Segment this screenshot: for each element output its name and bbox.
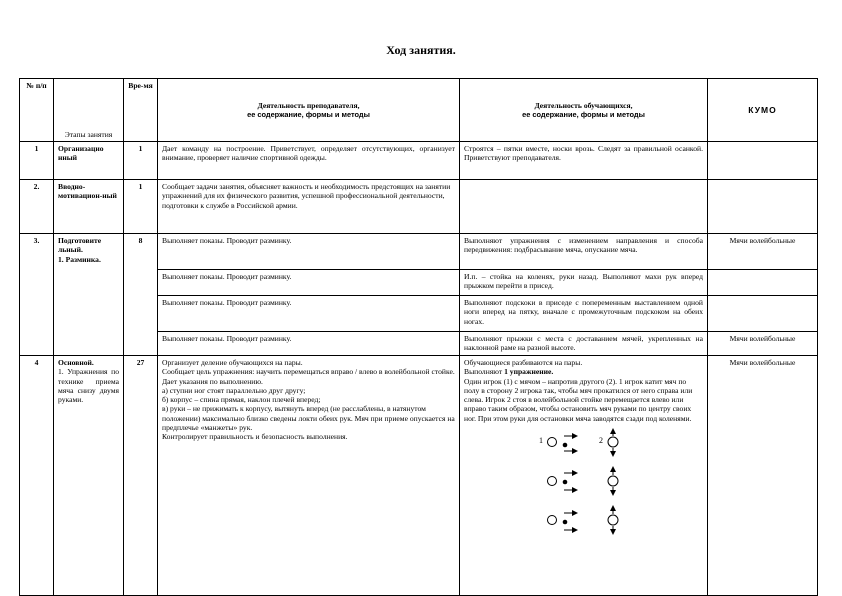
row-teacher xyxy=(158,356,460,596)
header-teacher xyxy=(158,79,460,142)
row-kumo: Мячи волейбольные xyxy=(708,234,818,270)
stage-subtitle: 1. Упражнения по технике приема мяча снизу двумя руками. xyxy=(58,367,119,404)
header-teacher-line2: ее содержание, формы и методы xyxy=(247,110,370,120)
teacher-line: а) ступни ног стоят параллельно друг другу; xyxy=(162,385,306,395)
exercise-diagram xyxy=(464,423,703,543)
students-prefix: Выполняют xyxy=(464,367,505,377)
row-students: Выполняют подскоки в приседе с попеременным выставлением одной ноги вперед на пятку, вначале с промежуточным подскоком на обеих ногах. xyxy=(460,296,708,332)
exercise-label: 1 упражнение. xyxy=(504,367,554,377)
row-time: 8 xyxy=(124,234,158,356)
row-students: Строятся – пятки вместе, носки врозь. Следят за правильной осанкой. Приветствуют преподавателя. xyxy=(460,142,708,180)
player-2-icon xyxy=(608,515,618,525)
row-students: И.п. – стойка на коленях, руки назад. Выполняют махи рук вперед прыжком перейти в присед. xyxy=(460,270,708,296)
teacher-line: Контролирует правильность и безопасность выполнения. xyxy=(162,432,348,441)
ball-icon xyxy=(563,442,568,447)
row-teacher: Сообщает задачи занятия, объясняет важность и необходимость предстоящих на занятии упражнений для их физического развития, успешной профессиональной деятельности, подготовки к службе в Российской армии. xyxy=(158,180,460,234)
row-kumo xyxy=(708,180,818,234)
row-teacher: Выполняет показы. Проводит разминку. xyxy=(158,270,460,296)
header-num: № п/п xyxy=(20,79,54,142)
teacher-line: Организует деление обучающихся на пары. xyxy=(162,358,303,367)
row-stage xyxy=(54,234,124,356)
page-title: Ход занятия. xyxy=(386,43,456,57)
teacher-line: Дает указания по выполнению. xyxy=(162,376,263,386)
row-teacher: Выполняет показы. Проводит разминку. xyxy=(158,296,460,332)
row-num: 1 xyxy=(20,142,54,180)
header-stages: Этапы занятия xyxy=(54,79,124,142)
header-students xyxy=(460,79,708,142)
row-time: 1 xyxy=(124,142,158,180)
table-row xyxy=(20,234,818,270)
row-teacher: Выполняет показы. Проводит разминку. xyxy=(158,234,460,270)
row-stage: Организацио нный xyxy=(54,142,124,180)
player-2-icon xyxy=(608,437,618,447)
students-line xyxy=(464,367,703,376)
row-students xyxy=(460,180,708,234)
row-students xyxy=(460,356,708,596)
row-kumo xyxy=(708,142,818,180)
teacher-line: Сообщает цель упражнения: научить перемещаться вправо / влево в волейбольной стойке. xyxy=(162,367,455,377)
row-kumo xyxy=(708,296,818,332)
diagram-svg xyxy=(534,427,644,539)
row-num: 4 xyxy=(20,356,54,596)
teacher-line: б) корпус – спина прямая, наклон плечей вперед; xyxy=(162,395,321,404)
player-2-label: 2 xyxy=(599,435,603,445)
player-1-icon xyxy=(548,476,557,485)
row-stage: Вводно-мотивацион-ный xyxy=(54,180,124,234)
students-line: Обучающиеся разбиваются на пары. xyxy=(464,358,583,367)
row-time: 27 xyxy=(124,356,158,596)
table-row xyxy=(20,180,818,234)
row-kumo: Мячи волейбольные xyxy=(708,332,818,356)
header-kumo: КУМО xyxy=(708,79,818,142)
teacher-line: в) руки – не прижимать к корпусу, вытянуть вперед (не расслаблены, в натянутом положении) максимально близко сведены локти обеих рук. Мяч при приеме опускается на предплечье «манжеты» рук. xyxy=(162,404,455,432)
ball-icon xyxy=(563,519,568,524)
row-time: 1 xyxy=(124,180,158,234)
header-teacher-line1: Деятельность преподавателя, xyxy=(257,100,360,110)
row-teacher: Выполняет показы. Проводит разминку. xyxy=(158,332,460,356)
header-students-line2: ее содержание, формы и методы xyxy=(522,110,645,120)
player-1-icon xyxy=(548,437,557,446)
stage-title: Основной. xyxy=(58,358,94,367)
row-kumo: Мячи волейбольные xyxy=(708,356,818,596)
lesson-table xyxy=(19,78,818,596)
row-stage xyxy=(54,356,124,596)
students-text: Один игрок (1) с мячом – напротив другого (2). 1 игрок катит мяч по полу в сторону 2 игрока так, чтобы мяч прокатился от него справа или слева. Игрок 2 стоя в волейбольной стойке перемещается влево или вправо таким образом, чтобы остановить мяч руками по центру своих ног. При этом руки для остановки мяча заводятся сзади под коленями. xyxy=(464,376,693,423)
stage-title: Подготовите льный. xyxy=(58,236,102,255)
player-2-icon xyxy=(608,476,618,486)
table-header-row xyxy=(20,79,818,142)
header-time: Вре-мя xyxy=(124,79,158,142)
row-num: 3. xyxy=(20,234,54,356)
row-num: 2. xyxy=(20,180,54,234)
stage-subtitle: 1. Разминка. xyxy=(58,254,101,264)
row-students: Выполняют прыжки с места с доставанием мячей, укрепленных на наклонной раме на разной высоте. xyxy=(460,332,708,356)
table-row xyxy=(20,142,818,180)
row-kumo xyxy=(708,270,818,296)
player-1-label: 1 xyxy=(539,435,543,445)
header-students-line1: Деятельность обучающихся, xyxy=(534,100,633,110)
player-1-icon xyxy=(548,515,557,524)
row-teacher: Дает команду на построение. Приветствует, определяет отсутствующих, организует внимание, проверяет наличие спортивной одежды. xyxy=(158,142,460,180)
table-row xyxy=(20,356,818,596)
ball-icon xyxy=(563,479,568,484)
row-students: Выполняют упражнения с изменением направления и способа передвижения: подбрасывание мяча, опускание мяча. xyxy=(460,234,708,270)
